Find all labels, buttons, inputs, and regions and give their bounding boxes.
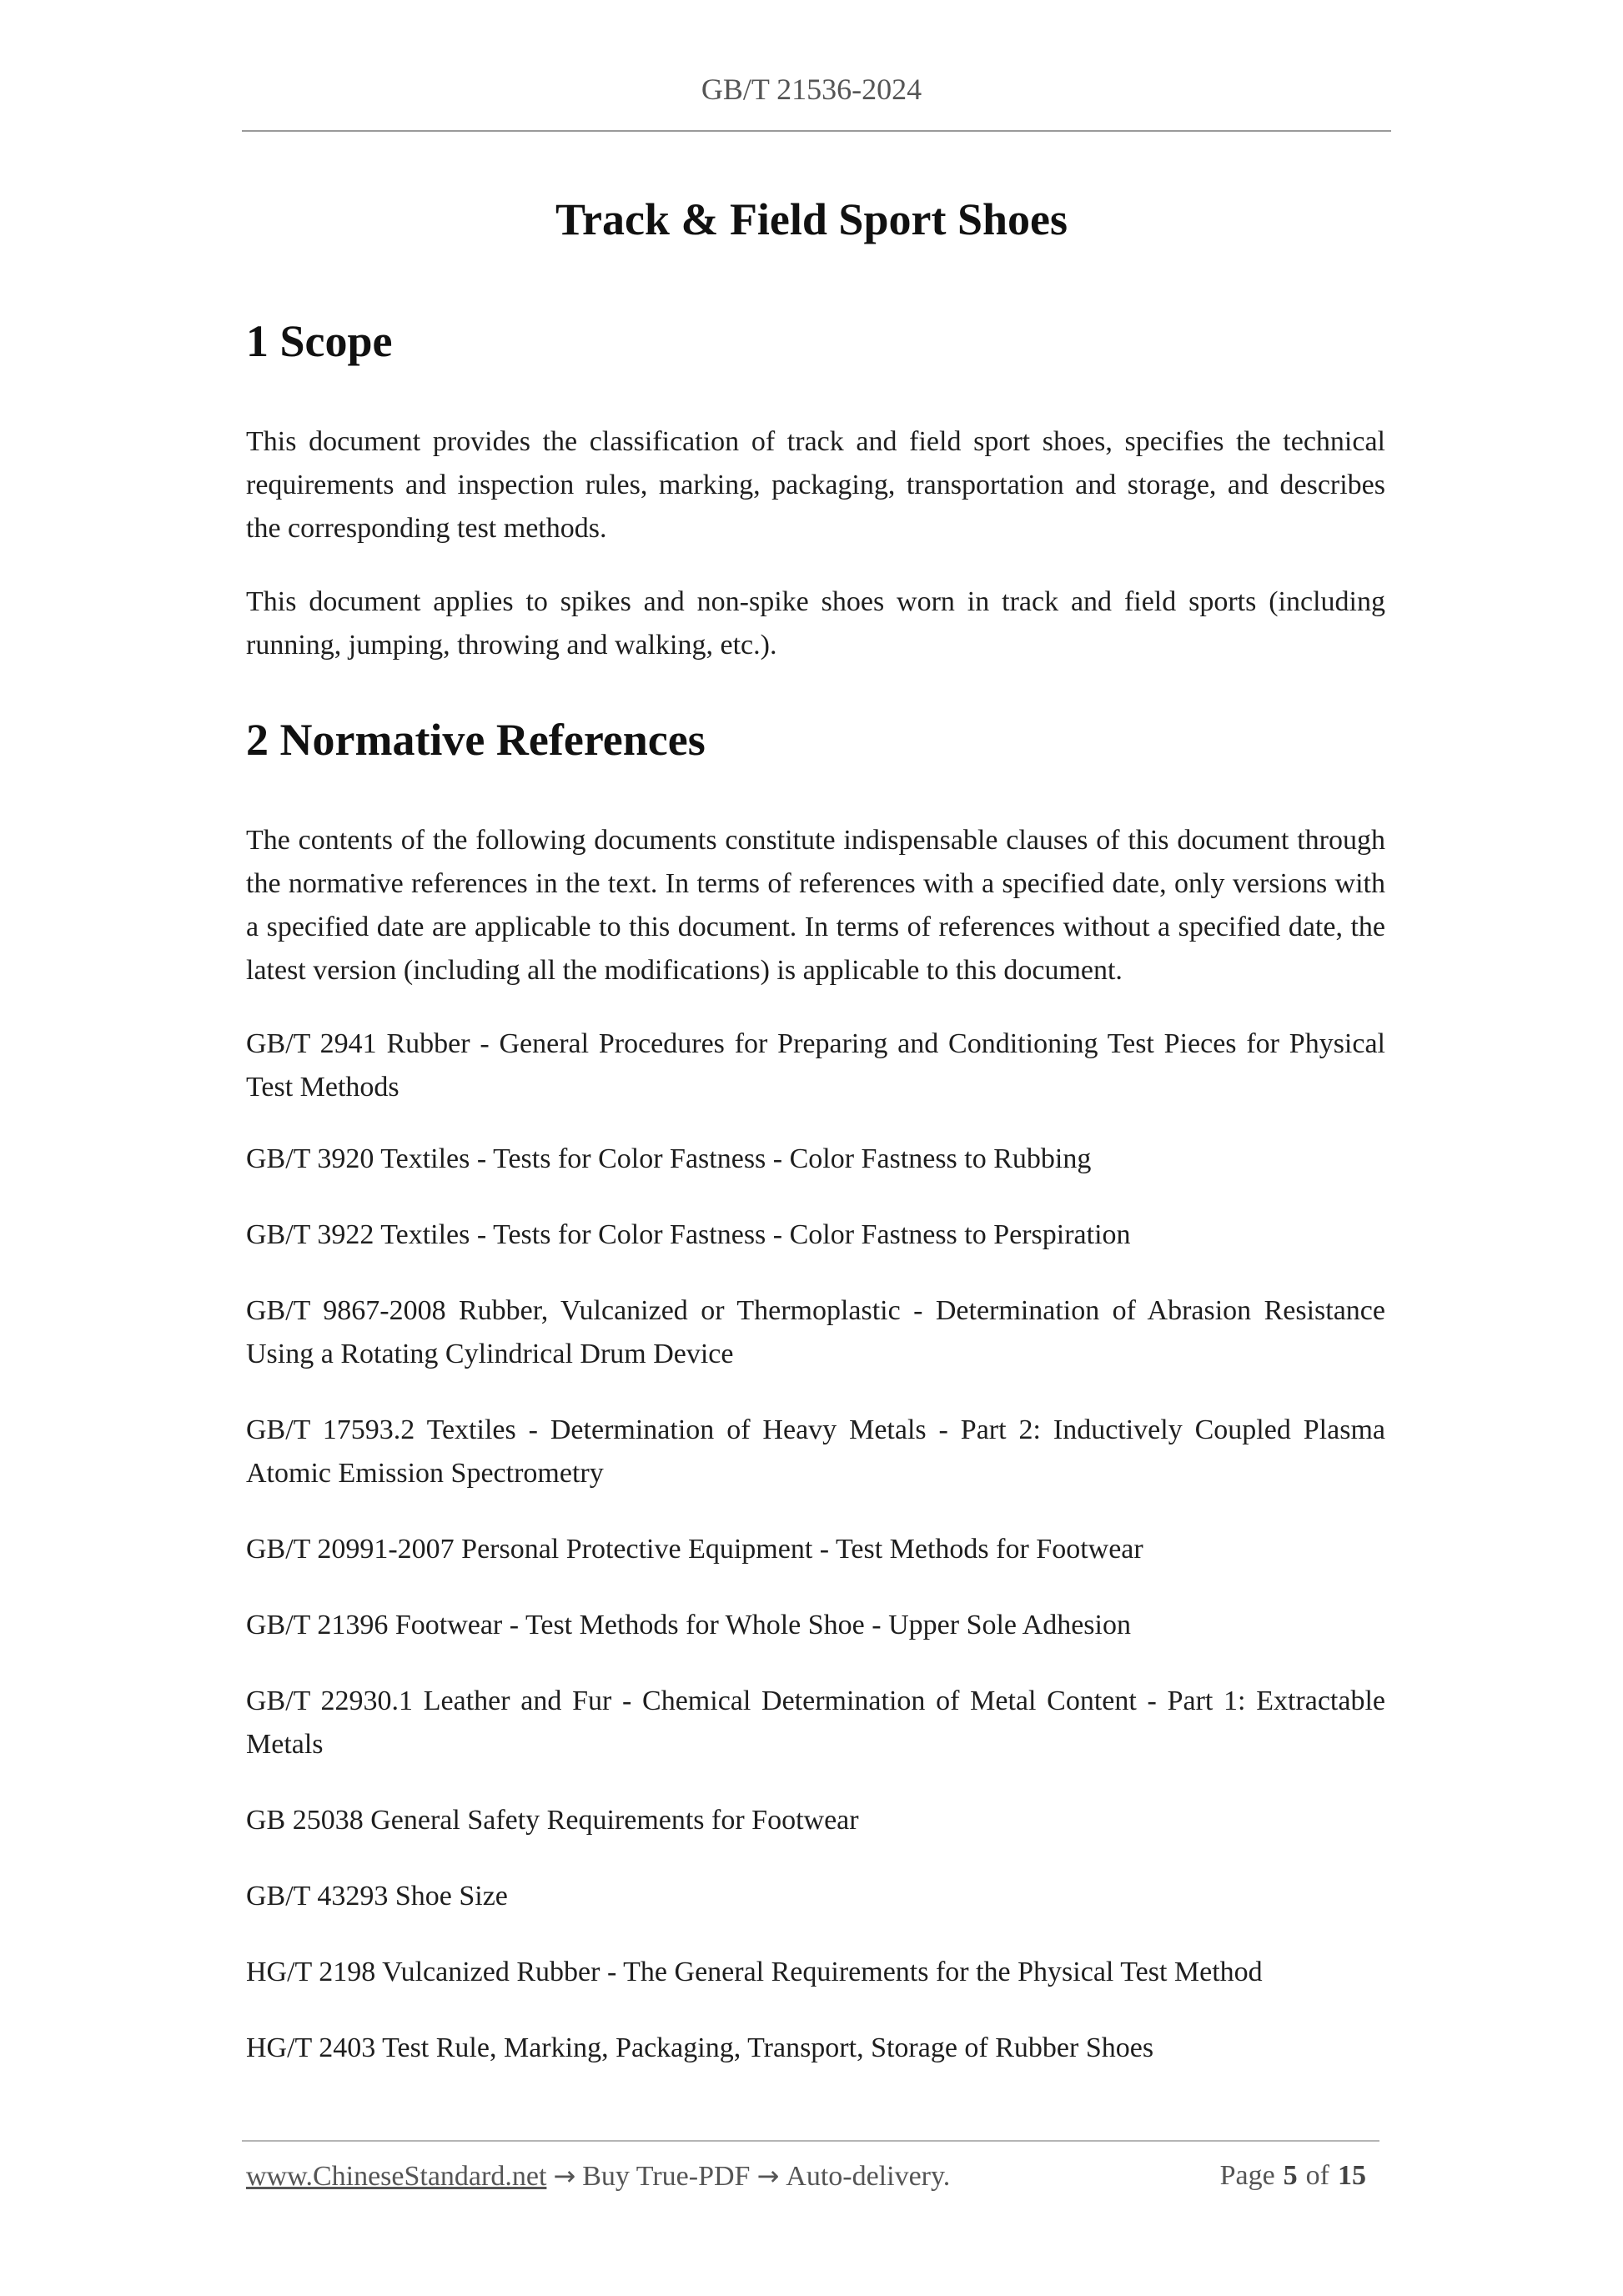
section-heading-scope: 1 Scope xyxy=(246,316,393,366)
scope-paragraph: This document provides the classification of track and field sport shoes, specifies the technical requirements and inspection rules, marking, packaging, transportation and storage, and describes the corresponding test methods. xyxy=(246,426,1385,544)
site-link[interactable]: www.ChineseStandard.net xyxy=(246,2161,547,2192)
reference-item: GB/T 3920 Textiles - Tests for Color Fastness - Color Fastness to Rubbing xyxy=(246,1143,1092,1174)
of-label: of xyxy=(1305,2160,1329,2191)
section-heading-normative-references: 2 Normative References xyxy=(246,715,706,765)
reference-item: GB/T 17593.2 Textiles - Determination of Heavy Metals - Part 2: Inductively Coupled Plasma Atomic Emission Spectrometry xyxy=(246,1414,1385,1489)
document-title: Track & Field Sport Shoes xyxy=(555,194,1068,244)
reference-item: GB 25038 General Safety Requirements for Footwear xyxy=(246,1805,859,1836)
reference-item: GB/T 9867-2008 Rubber, Vulcanized or Thermoplastic - Determination of Abrasion Resistance Using a Rotating Cylindrical Drum Device xyxy=(246,1295,1385,1369)
page-label: Page xyxy=(1219,2160,1275,2191)
reference-item: HG/T 2403 Test Rule, Marking, Packaging, Transport, Storage of Rubber Shoes xyxy=(246,2032,1154,2063)
arrow-right-icon: → xyxy=(756,2160,780,2192)
reference-item: GB/T 3922 Textiles - Tests for Color Fastness - Color Fastness to Perspiration xyxy=(246,1219,1131,1250)
current-page: 5 xyxy=(1283,2160,1298,2191)
reference-item: GB/T 2941 Rubber - General Procedures for Preparing and Conditioning Test Pieces for Physical Test Methods xyxy=(246,1028,1385,1103)
scope-paragraph: This document applies to spikes and non-spike shoes worn in track and field sports (including running, jumping, throwing and walking, etc.). xyxy=(246,586,1385,661)
references-intro: The contents of the following documents constitute indispensable clauses of this document through the normative references in the text. In terms of references with a specified date, only versions with a specified date are applicable to this document. In terms of references without a specified date, the latest version (including all the modifications) is applicable to this document. xyxy=(246,825,1385,986)
footer-promo xyxy=(246,2160,950,2193)
header-divider xyxy=(242,130,1391,132)
reference-item: GB/T 22930.1 Leather and Fur - Chemical Determination of Metal Content - Part 1: Extractable Metals xyxy=(246,1686,1385,1760)
reference-item: GB/T 21396 Footwear - Test Methods for Whole Shoe - Upper Sole Adhesion xyxy=(246,1610,1131,1640)
reference-item: HG/T 2198 Vulcanized Rubber - The General Requirements for the Physical Test Method xyxy=(246,1957,1263,1987)
auto-delivery-text: Auto-delivery. xyxy=(786,2161,951,2192)
reference-item: GB/T 20991-2007 Personal Protective Equipment - Test Methods for Footwear xyxy=(246,1534,1143,1565)
footer-divider xyxy=(242,2140,1379,2142)
page-number xyxy=(1220,2160,1374,2192)
buy-pdf-text: Buy True-PDF xyxy=(582,2161,751,2192)
header-doc-code: GB/T 21536-2024 xyxy=(701,73,922,106)
total-pages: 15 xyxy=(1338,2160,1366,2191)
arrow-right-icon: → xyxy=(553,2160,576,2192)
reference-item: GB/T 43293 Shoe Size xyxy=(246,1881,508,1912)
